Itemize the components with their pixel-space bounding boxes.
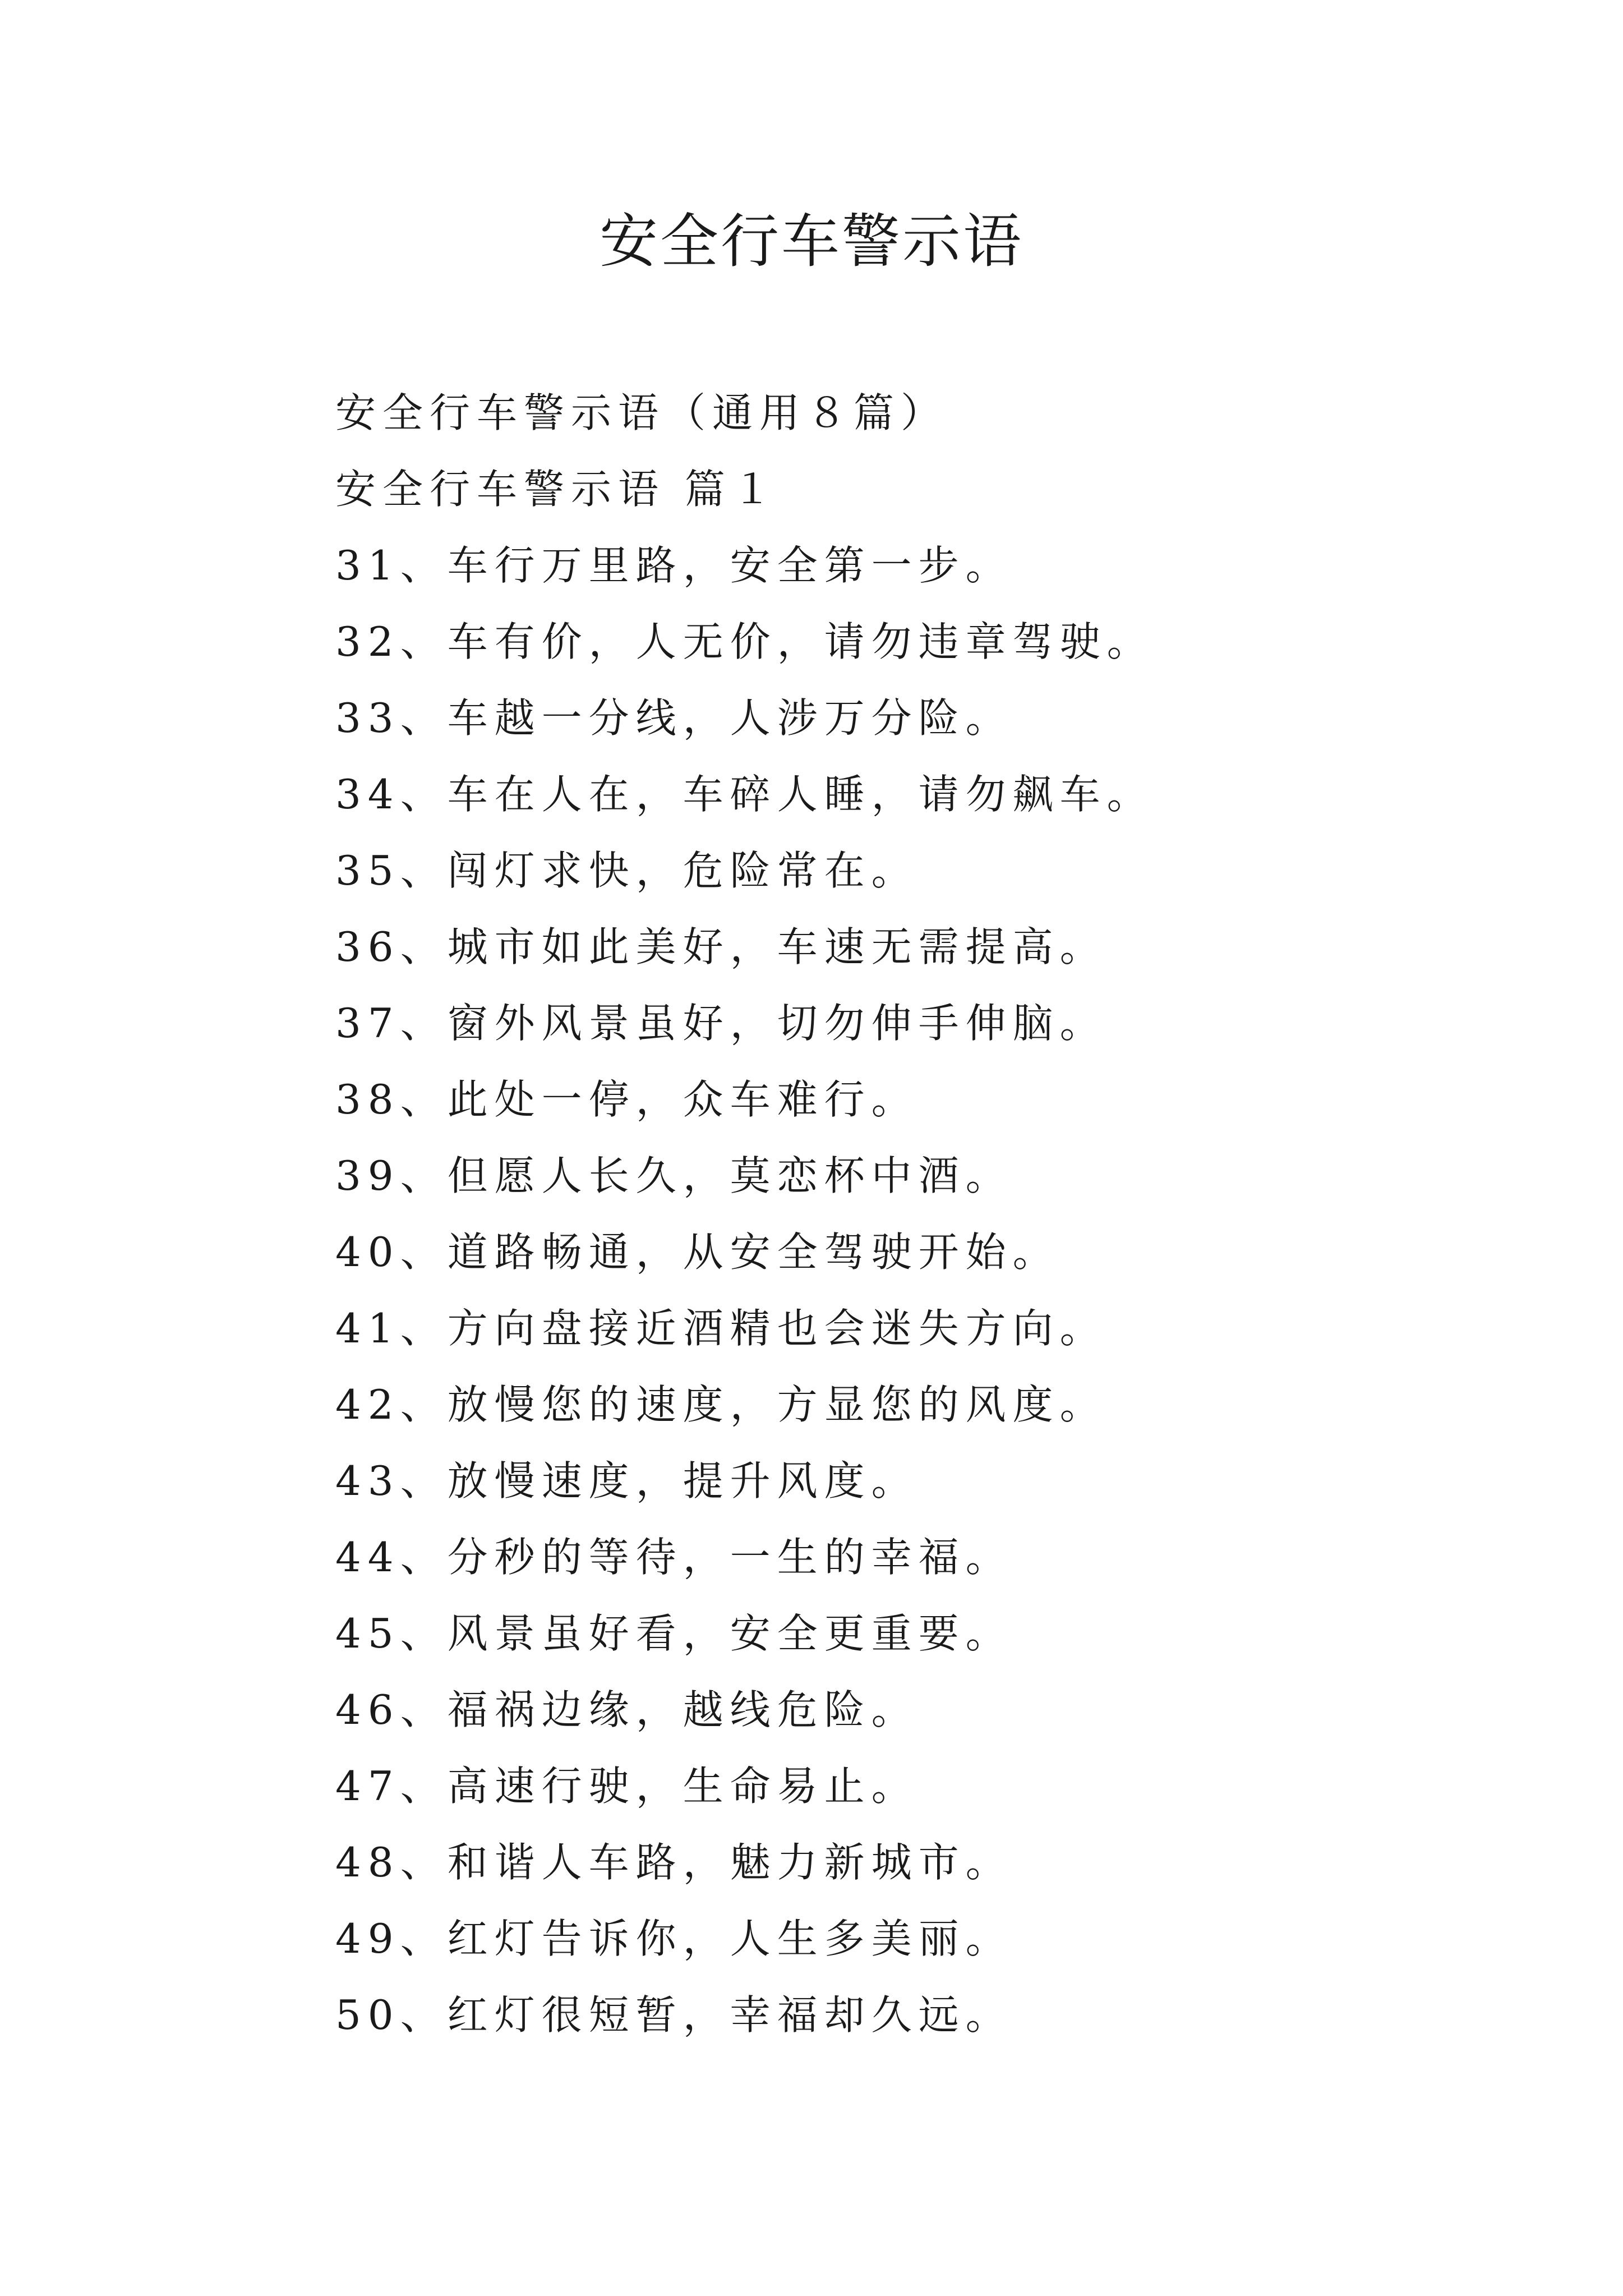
slogan-line: 43、放慢速度，提升风度。 [335,1457,919,1504]
slogan-line: 31、车行万里路，安全第一步。 [335,542,1013,589]
slogan-line: 37、窗外风景虽好，切勿伸手伸脑。 [335,1000,1107,1047]
document-title: 安全行车警示语 [599,207,1023,275]
slogan-line: 36、城市如此美好，车速无需提高。 [335,923,1107,970]
slogan-line: 48、和谐人车路，魅力新城市。 [335,1839,1013,1886]
slogan-line: 46、福祸边缘，越线危险。 [335,1686,919,1733]
slogan-line: 34、车在人在，车碎人睡，请勿飙车。 [335,771,1154,818]
slogan-line: 35、闯灯求快，危险常在。 [335,847,919,894]
slogan-line: 44、分秒的等待，一生的幸福。 [335,1534,1013,1581]
slogan-line: 32、车有价，人无价，请勿违章驾驶。 [335,618,1154,665]
slogan-line: 45、风景虽好看，安全更重要。 [335,1610,1013,1657]
slogan-line: 41、方向盘接近酒精也会迷失方向。 [335,1305,1107,1352]
slogan-line: 50、红灯很短暂，幸福却久远。 [335,1991,1013,2039]
document-subtitle: 安全行车警示语（通用８篇） [335,389,948,436]
slogan-line: 40、道路畅通，从安全驾驶开始。 [335,1228,1060,1276]
slogan-line: 39、但愿人长久，莫恋杯中酒。 [335,1152,1013,1199]
slogan-line: 38、此处一停，众车难行。 [335,1076,919,1123]
slogan-line: 47、高速行驶，生命易止。 [335,1763,919,1810]
slogan-line: 49、红灯告诉你，人生多美丽。 [335,1915,1013,1962]
document-body [335,375,1513,2053]
section-heading: 安全行车警示语 篇１ [335,466,779,513]
slogan-line: 33、车越一分线，人涉万分险。 [335,694,1013,742]
slogan-line: 42、放慢您的速度，方显您的风度。 [335,1381,1107,1428]
